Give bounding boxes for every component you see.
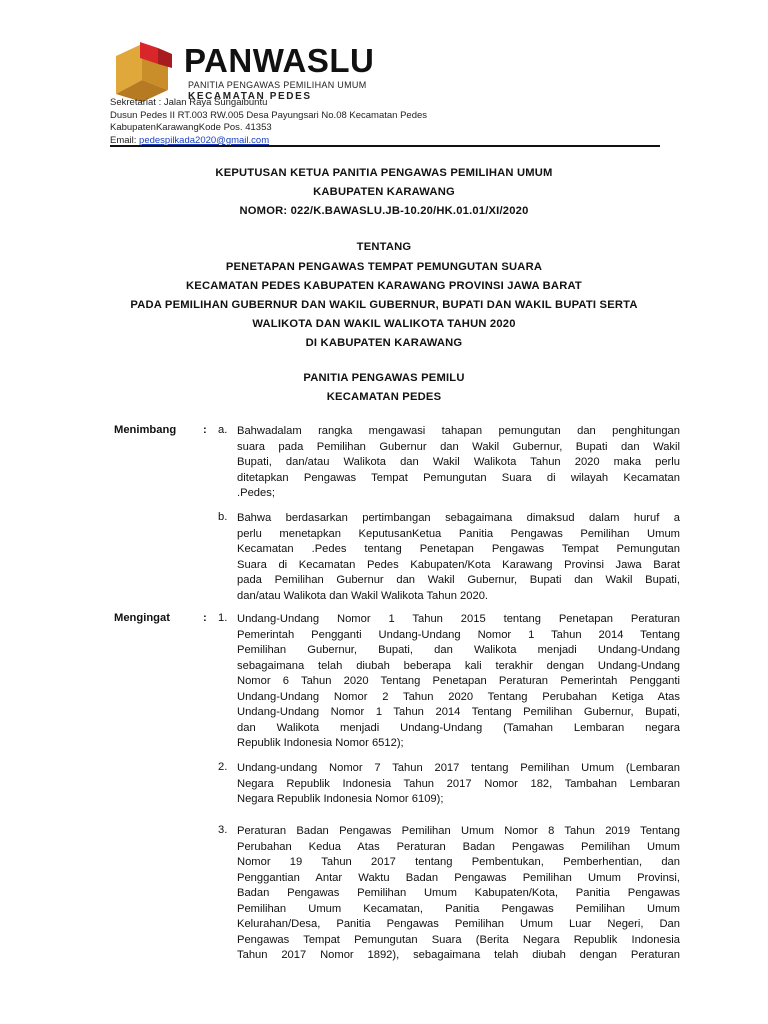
text-line: Suara di Kecamatan Pedes Kabupaten/Kota Karawang Provinsi Jawa Barat	[237, 558, 680, 571]
email-label: Email:	[110, 134, 140, 146]
decree-number: NOMOR: 022/K.BAWASLU.JB-10.20/HK.01.01/XI/2020	[239, 205, 529, 217]
item-marker: a.	[218, 424, 228, 436]
text-line: Bahwa berdasarkan pertimbangan sebagaimana dimaksud dalam huruf a	[237, 512, 680, 524]
section-label-mengingat: Mengingat	[114, 612, 170, 624]
text-line: Undang-Undang Nomor 2 Tahun 2020 Tentang Perubahan Ketiga Atas	[237, 690, 680, 703]
text-line: Negara Republik Indonesia Tahun 2017 Nomor 182, Tambahan Lembaran	[237, 777, 680, 790]
text-line: dan Walikota menjadi Undang-Undang (Tamahan Lembaran negara	[237, 721, 680, 734]
text-line: ditetapkan Pengawas Tempat Pemungutan Suara di wilayah Kecamatan	[237, 471, 680, 484]
subject-line: DI KABUPATEN KARAWANG	[305, 337, 463, 349]
text-line: Perubahan Kedua Atas Peraturan Badan Pengawas Pemilihan Umum	[237, 840, 680, 853]
subject-line: KECAMATAN PEDES KABUPATEN KARAWANG PROVINSI JAWA BARAT	[186, 280, 582, 292]
subject-line: PENETAPAN PENGAWAS TEMPAT PEMUNGUTAN SUARA	[225, 261, 543, 273]
text-line: Pemilihan Gubernur, Bupati, dan Walikota menjadi Undang-Undang	[237, 644, 680, 656]
item-marker: 2.	[218, 761, 228, 773]
mengingat-item-1	[237, 612, 680, 752]
text-line: Pemerintah Pengganti Undang-Undang Nomor 1 Tahun 2014 Tentang	[237, 628, 680, 641]
text-line: Pengawas Tempat Pemungutan Suara (Berita Negara Republik Indonesia	[237, 933, 680, 946]
text-line: Pemilihan Umum Kecamatan, Panitia Pengawas Pemilihan Umum	[237, 902, 680, 915]
section-colon: :	[203, 612, 207, 624]
text-line: Badan Pengawas Pemilihan Umum Kabupaten/Kota, Panitia Pengawas	[237, 887, 680, 899]
item-marker: 3.	[218, 824, 228, 836]
text-line: Bupati, dan/atau Walikota dan Wakil Walikota Tahun 2020 maka perlu	[237, 456, 680, 468]
text-line: Undang-undang Nomor 7 Tahun 2017 tentang Pemilihan Umum (Lembaran	[237, 762, 680, 774]
text-line: dan/atau Walikota dan Wakil Walikota Tahun 2020.	[237, 589, 489, 602]
mengingat-item-3	[237, 824, 680, 964]
text-line: suara pada Pemilihan Gubernur dan Wakil Gubernur, Bupati dan Wakil	[237, 440, 680, 453]
org-subtitle: PANITIA PENGAWAS PEMILIHAN UMUM	[188, 80, 367, 90]
subject-line: PADA PEMILIHAN GUBERNUR DAN WAKIL GUBERNUR, BUPATI DAN WAKIL BUPATI SERTA	[130, 299, 638, 311]
letterhead	[110, 38, 662, 146]
issuer-line: KECAMATAN PEDES	[326, 391, 442, 403]
text-line: Negara Republik Indonesia Nomor 6109);	[237, 793, 444, 805]
text-line: Peraturan Badan Pengawas Pemilihan Umum Nomor 8 Tahun 2019 Tentang	[237, 825, 680, 837]
mengingat-item-2	[237, 761, 680, 808]
item-marker: 1.	[218, 612, 228, 624]
subject-heading: TENTANG	[356, 241, 412, 253]
text-line: Kecamatan .Pedes tentang Penetapan Pengawas Tempat Pemungutan	[237, 543, 680, 555]
text-line: Republik Indonesia Nomor 6512);	[237, 737, 404, 749]
org-name: PANWASLU	[184, 42, 375, 79]
text-line: Kelurahan/Desa, Panitia Pengawas Pemilihan Umum Luar Negeri, Dan	[237, 918, 680, 930]
logo-row	[110, 38, 662, 104]
item-marker: b.	[218, 511, 228, 523]
section-label-menimbang: Menimbang	[114, 424, 177, 436]
decree-title: KEPUTUSAN KETUA PANITIA PENGAWAS PEMILIHAN UMUM	[215, 167, 553, 179]
text-line: pada Pemilihan Gubernur dan Wakil Gubernur, Bupati dan Wakil Bupati,	[237, 574, 680, 586]
address-block	[110, 97, 427, 147]
letterhead-divider	[110, 145, 660, 147]
text-line: Penggantian Antar Waktu Badan Pengawas Pemilihan Umum Provinsi,	[237, 871, 680, 884]
text-line: perlu menetapkan KeputusanKetua Panitia Pengawas Pemilihan Umum	[237, 527, 680, 540]
text-line: Nomor 6 Tahun 2020 Tentang Penetapan Peraturan Pemerintah Pengganti	[237, 675, 680, 687]
text-line: Tahun 2017 Nomor 1892), sebagaimana telah diubah dengan Peraturan	[237, 949, 680, 961]
issuer-line: PANITIA PENGAWAS PEMILU	[303, 372, 465, 384]
address-line: KabupatenKarawangKode Pos. 41353	[110, 122, 272, 134]
email-link[interactable]: pedespilkada2020@gmail.com	[139, 134, 270, 146]
text-line: .Pedes;	[237, 487, 275, 499]
text-line: Nomor 19 Tahun 2017 tentang Pembentukan, Pemberhentian, dan	[237, 856, 680, 868]
menimbang-item-b	[237, 511, 680, 604]
org-district: KECAMATAN PEDES	[188, 91, 312, 102]
subject-line: WALIKOTA DAN WAKIL WALIKOTA TAHUN 2020	[252, 318, 516, 330]
text-line: sebagaimana telah diubah beberapa kali terakhir dengan Undang-Undang	[237, 659, 680, 672]
section-colon: :	[203, 424, 207, 436]
address-line: Dusun Pedes II RT.003 RW.005 Desa Payungsari No.08 Kecamatan Pedes	[110, 109, 428, 121]
text-line: Undang-Undang Nomor 1 Tahun 2014 Tentang Pemilihan Gubernur, Bupati,	[237, 706, 680, 718]
menimbang-item-a	[237, 424, 680, 502]
address-line: Sekretariat : Jalan Raya Sungaibuntu	[110, 97, 268, 108]
decree-title: KABUPATEN KARAWANG	[313, 186, 455, 198]
text-line: Bahwadalam rangka mengawasi tahapan pemungutan dan penghitungan	[237, 425, 680, 437]
panwaslu-logo-icon	[112, 40, 184, 102]
text-line: Undang-Undang Nomor 1 Tahun 2015 tentang Penetapan Peraturan	[237, 613, 680, 625]
